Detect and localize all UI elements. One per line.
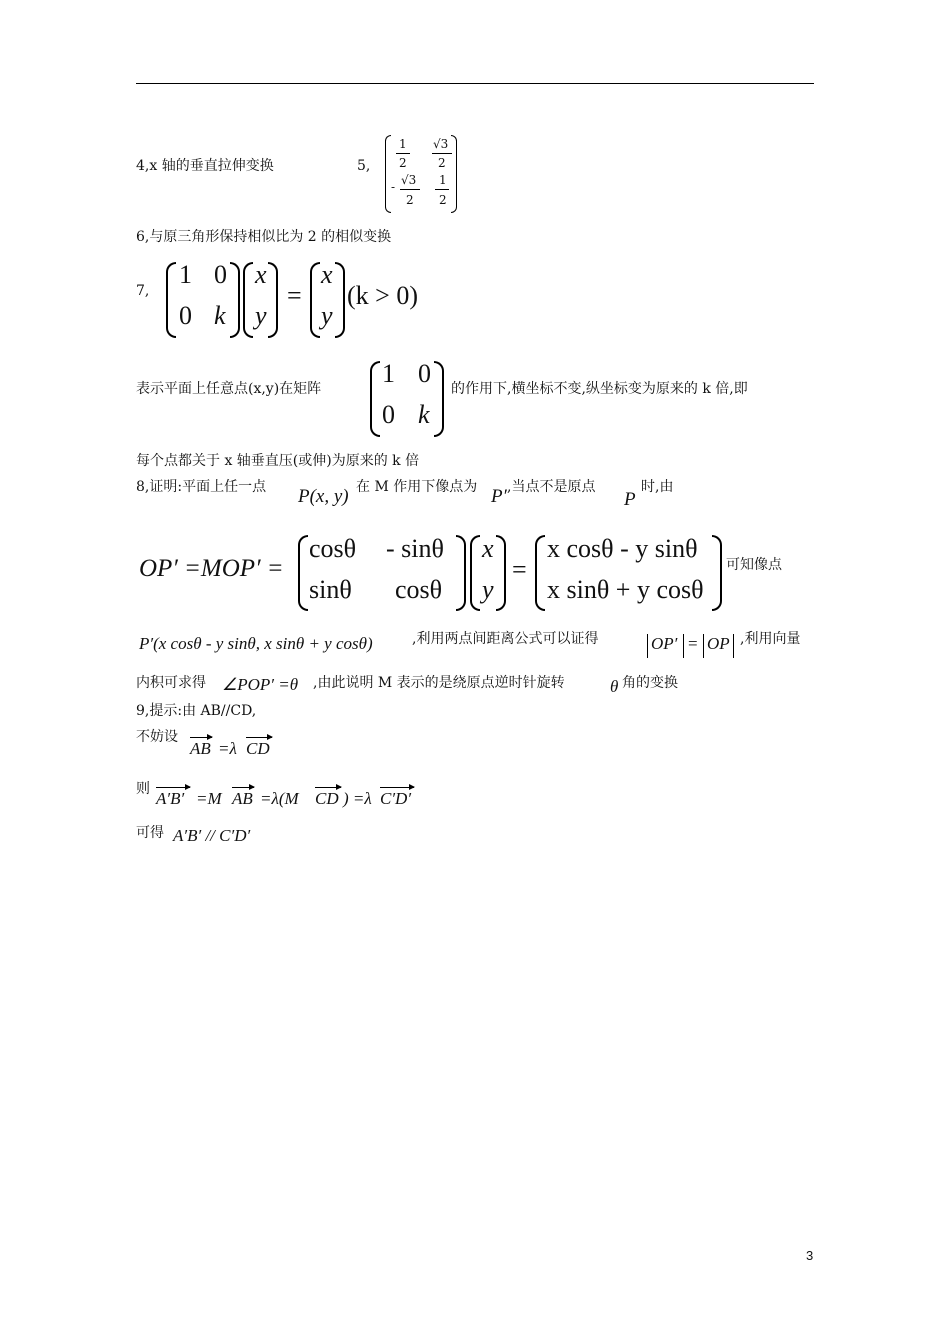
item-7-desc-end: 的作用下,横坐标不变,纵坐标变为原来的 k 倍,即 xyxy=(451,381,748,397)
item-8-mid2: ,当点不是原点 xyxy=(507,479,596,495)
item-9d-pre: 可得 xyxy=(136,825,164,841)
item-9c-pre: 则 xyxy=(136,781,150,797)
item-8c-post: ,由此说明 M 表示的是绕原点逆时针旋转 xyxy=(313,675,565,691)
parallel-expr: A′B′ // C′D′ xyxy=(173,826,251,845)
item-6: 6,与原三角形保持相似比为 2 的相似变换 xyxy=(136,229,392,245)
item-8c-end: 角的变换 xyxy=(622,675,678,691)
item-8c-pre: 内积可求得 xyxy=(136,675,206,691)
point-p-prime: P′ xyxy=(491,486,507,507)
item-9b-pre: 不妨设 xyxy=(136,729,178,745)
item-4: 4,x 轴的垂直拉伸变换 xyxy=(136,158,274,174)
item-7-desc-2: 每个点都关于 x 轴垂直压(或伸)为原来的 k 倍 xyxy=(136,453,420,469)
item-7-desc: 表示平面上任意点(x,y)在矩阵 xyxy=(136,381,322,397)
item-8-label: 8,证明:平面上任一点 xyxy=(136,479,267,495)
item-8-mid: 在 M 作用下像点为 xyxy=(356,479,478,495)
item-7-label: 7, xyxy=(136,283,150,299)
item-8-end: 时,由 xyxy=(641,479,674,495)
page-number: 3 xyxy=(806,1248,814,1263)
item-8b-end: ,利用向量 xyxy=(740,631,801,647)
item-5-label: 5, xyxy=(357,158,371,174)
header-rule xyxy=(136,83,814,84)
item-9: 9,提示:由 AB//CD, xyxy=(136,703,257,719)
angle-expr: ∠POP′ =θ xyxy=(222,675,299,694)
image-point-expr: P′(x cosθ - y sinθ, x sinθ + y cosθ) xyxy=(139,634,373,653)
point-p: P(x, y) xyxy=(298,486,349,507)
item-8b-mid: ,利用两点间距离公式可以证得 xyxy=(412,631,599,647)
theta-symbol: θ xyxy=(610,677,619,696)
point-p-2: P xyxy=(624,489,636,510)
